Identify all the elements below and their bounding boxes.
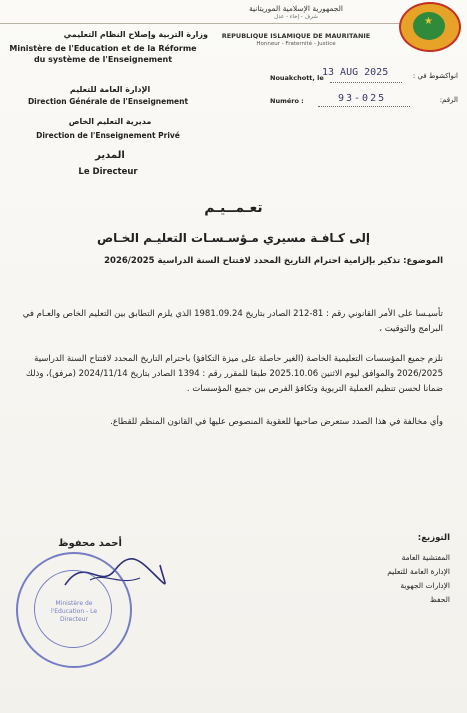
stamp-text: Ministère de l'Education - Le Directeur (50, 600, 98, 623)
direction-ar: الإدارة العامة للتعليم (69, 85, 151, 94)
republic-fr: REPUBLIQUE ISLAMIQUE DE MAURITANIE (221, 32, 371, 40)
ministry-ar: وزارة التربية وإصلاح النظام التعليمي (63, 30, 208, 39)
ministry-fr: Ministère de l'Education et de la Réforme du système de l'Enseignement (9, 44, 197, 64)
recipients: إلى كـافـة مسيري مـؤسـسـات التعليـم الخـاص (97, 231, 370, 245)
header-rule (0, 23, 400, 24)
body-paragraph-3: وأي مخالفة في هذا الصدد ستعرض صاحبها للعقوبة المنصوص عليها في القانون المنظم للقطاع. (110, 417, 443, 427)
motto-fr: Honneur - Fraternité - Justice (256, 41, 336, 47)
distribution-item: الإدارة العامة للتعليم (387, 567, 450, 576)
distribution-list (330, 531, 450, 607)
signatory-name: أحمد محفوظ (58, 538, 122, 549)
distribution-item: الإدارات الجهوية (400, 581, 450, 590)
date-dotted-line (330, 82, 402, 83)
direction-fr: Direction Générale de l'Enseignement (27, 97, 189, 106)
place-label-ar: انواكشوط في : (412, 72, 458, 80)
director-fr: Le Directeur (78, 167, 138, 177)
number-label-ar: الرقم: (439, 96, 458, 104)
subject-line: الموضوع: تذكير بإلزامية احترام التاريخ المحدد لافتتاح السنة الدراسية 2026/2025 (104, 256, 443, 266)
director-ar: المدير (95, 150, 125, 161)
handwritten-number: 93-025 (338, 93, 387, 104)
circular-title: تعـمــيـم (204, 200, 263, 216)
national-seal-icon: ★ (399, 2, 461, 52)
private-direction-fr: Direction de l'Enseignement Privé (36, 131, 180, 140)
republic-ar: الجمهورية الإسلامية الموريتانية (248, 4, 343, 13)
distribution-title: التوزيع: (417, 533, 450, 543)
number-label: Numéro : (270, 97, 304, 105)
number-dotted-line (318, 106, 410, 107)
body-paragraph-1: تأسيـسا على الأمر القانوني رقم : 81-212 الصادر بتاريخ 1981.09.24 الذي يلزم التطابق بين التعليم الخاص والعـام في البرامج والتوقيت ، (22, 309, 443, 334)
place-label: Nouakchott, le (270, 74, 324, 82)
handwritten-date: 13 AUG 2025 (322, 67, 389, 78)
body-paragraph-2: نلزم جميع المؤسسات التعليمية الخاصة (الغير حاصلة على ميزة التكافؤ) باحترام التاريخ المحدد لافتتاح السنة الدراسية 2026/2025 والموافق ليوم الاثنين 2025.10.06 طبقا للمقرر رقم : 1394 الصادر بتاريخ 2024/11/14 (مرفق)، وذلك ضمانا لحسن تنظيم العملية التربوية وتكافؤ الفرص بين جميع المؤسسات . (25, 354, 443, 394)
official-stamp-icon (16, 552, 132, 668)
private-direction-ar: مديرية التعليم الخاص (68, 117, 152, 126)
distribution-item: الحفظ (429, 595, 450, 604)
motto-ar: شرف - إخاء - عدل (274, 14, 318, 20)
distribution-item: المفتشية العامة (401, 553, 450, 562)
